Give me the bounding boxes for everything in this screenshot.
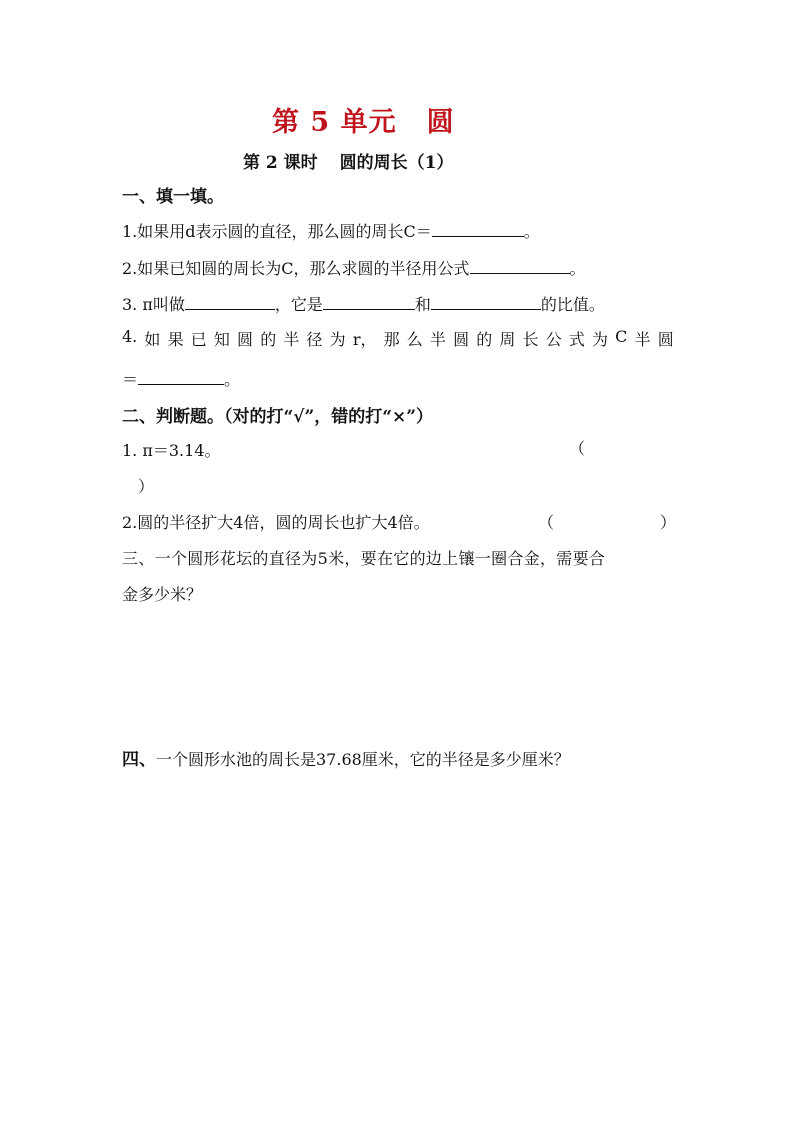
q4-char: 径 xyxy=(306,330,323,349)
q4-char: 知 xyxy=(213,330,230,349)
s1-question-4-line1 xyxy=(122,327,674,350)
s1-question-1 xyxy=(122,218,540,242)
q4-char: 圆 xyxy=(237,330,254,349)
answer-blank[interactable] xyxy=(431,291,541,310)
s1-q1-text: 1.如果用d表示圆的直径，那么圆的周长C＝ xyxy=(122,222,432,241)
s1-q3-b: ，它是 xyxy=(274,295,323,314)
q4-char: 半 xyxy=(634,330,651,349)
lesson-name: 圆的周长（1） xyxy=(339,153,454,173)
q4-char: 如 xyxy=(144,330,161,349)
q4-char: 为 xyxy=(329,330,346,349)
q4-char: 圆 xyxy=(657,330,674,349)
section3-question-line2: 金多少米？ xyxy=(122,585,203,604)
section4-question xyxy=(122,745,570,770)
q4-char: 么 xyxy=(406,330,423,349)
s1-question-2 xyxy=(122,255,586,279)
s2-question-1: 1. π＝3.14。 xyxy=(122,441,221,460)
section4-text: 一个圆形水池的周长是37.68厘米，它的半径是多少厘米？ xyxy=(156,750,570,769)
q4-char: 果 xyxy=(167,330,184,349)
q4-char: 周 xyxy=(499,330,516,349)
section4-heading: 四、 xyxy=(122,750,156,770)
s1-q1-end: 。 xyxy=(523,222,540,241)
q4-char: C xyxy=(615,327,628,346)
unit-topic: 圆 xyxy=(426,107,455,138)
s1-q3-a: 3. π叫做 xyxy=(122,295,185,314)
answer-paren-open[interactable]: （ xyxy=(569,439,586,458)
lesson-title xyxy=(243,148,454,173)
q4-char: 圆 xyxy=(453,330,470,349)
s1-q4-eq: ＝ xyxy=(122,370,139,389)
answer-blank[interactable] xyxy=(323,291,415,310)
answer-paren-open[interactable]: （ xyxy=(538,513,555,532)
q4-char: 公 xyxy=(545,330,562,349)
s1-question-3 xyxy=(122,291,605,315)
q4-char: 4. xyxy=(122,327,138,346)
section3-question-line1: 三、一个圆形花坛的直径为5米，要在它的边上镶一圈合金，需要合 xyxy=(122,549,606,568)
s1-q4-end: 。 xyxy=(224,370,241,389)
q4-char: 为 xyxy=(592,330,609,349)
answer-blank[interactable] xyxy=(138,366,224,385)
answer-blank[interactable] xyxy=(432,218,524,237)
answer-blank[interactable] xyxy=(185,291,275,310)
q4-char: 半 xyxy=(429,330,446,349)
q4-char: r， xyxy=(352,330,377,349)
section2-heading: 二、判断题。（对的打“√”，错的打“×”） xyxy=(122,407,434,427)
q4-char: 长 xyxy=(522,330,539,349)
q4-char: 的 xyxy=(260,330,277,349)
q4-char: 已 xyxy=(190,330,207,349)
unit-number: 第 5 单元 xyxy=(272,107,397,138)
section1-heading: 一、填一填。 xyxy=(122,187,224,207)
unit-title xyxy=(272,100,455,139)
s1-q3-d: 的比值。 xyxy=(540,295,605,314)
q4-char: 式 xyxy=(568,330,585,349)
answer-paren-close[interactable]: ） xyxy=(138,477,155,496)
s1-q2-end: 。 xyxy=(569,259,586,278)
s1-q3-c: 和 xyxy=(414,295,431,314)
lesson-label: 第 2 课时 xyxy=(243,153,318,173)
answer-blank[interactable] xyxy=(470,255,570,274)
s1-q2-text: 2.如果已知圆的周长为C，那么求圆的半径用公式 xyxy=(122,259,470,278)
q4-char: 的 xyxy=(476,330,493,349)
q4-char: 半 xyxy=(283,330,300,349)
s2-question-2: 2.圆的半径扩大4倍，圆的周长也扩大4倍。 xyxy=(122,513,430,532)
q4-char: 那 xyxy=(383,330,400,349)
s1-question-4-line2 xyxy=(122,366,240,390)
answer-paren-close[interactable]: ） xyxy=(660,513,677,532)
